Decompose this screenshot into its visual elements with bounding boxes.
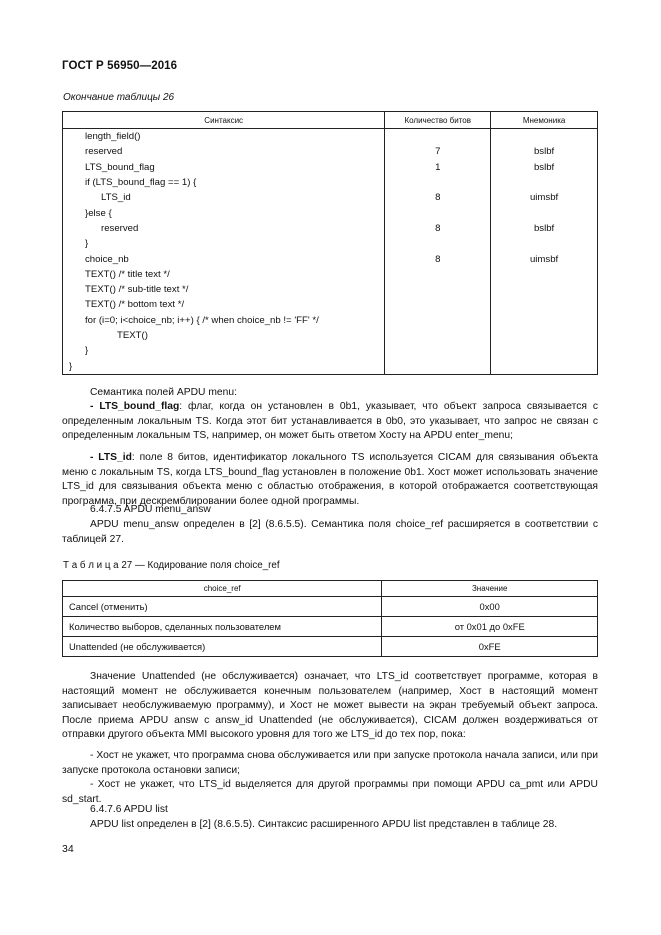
desc-lts-id: : поле 8 битов, идентификатор локального TS используется CICAM для связывания объекта меню с локальным TS, когда LTS_bound_flag установлен в положение 0b1. Хост может использовать значение LTS_id для связывания объекта меню с областью отображения, в которой отображается соответствующая программа, при дескремблировании более одной программы.	[62, 452, 598, 507]
cell-bits	[385, 343, 491, 358]
cell-syntax: for (i=0; i<choice_nb; i++) { /* when choice_nb != 'FF' */	[63, 313, 385, 328]
cell-mnemonic	[491, 343, 598, 358]
cell-choice-ref: Cancel (отменить)	[63, 597, 382, 617]
col-header-choice-ref: choice_ref	[63, 581, 382, 597]
desc-lts-bound-flag: : флаг, когда он установлен в 0b1, указывает, что объект запроса связывается с определенным локальным TS. Когда этот бит устанавливается в 0b0, это указывает, что запрос не связан с определенным локальным TS, например, он может быть ответом Хосту на APDU enter_menu;	[62, 401, 598, 442]
cell-bits	[385, 313, 491, 328]
cell-choice-ref: Количество выборов, сделанных пользователем	[63, 617, 382, 637]
table-row	[63, 144, 598, 159]
cell-bits	[385, 358, 491, 374]
cell-choice-ref: Unattended (не обслуживается)	[63, 637, 382, 657]
cell-bits	[385, 297, 491, 312]
table-row	[63, 160, 598, 175]
cell-mnemonic	[491, 129, 598, 145]
cell-syntax: LTS_id	[63, 190, 385, 205]
cell-value: от 0x01 до 0xFE	[382, 617, 598, 637]
cell-syntax: if (LTS_bound_flag == 1) {	[63, 175, 385, 190]
cell-bits	[385, 236, 491, 251]
table-row	[63, 297, 598, 312]
cell-syntax: LTS_bound_flag	[63, 160, 385, 175]
cell-syntax: length_field()	[63, 129, 385, 145]
cell-syntax: TEXT()	[63, 328, 385, 343]
document-header: ГОСТ Р 56950—2016	[62, 60, 178, 72]
cell-syntax: }	[63, 236, 385, 251]
cell-bits	[385, 175, 491, 190]
cell-bits	[385, 129, 491, 145]
table-row	[63, 236, 598, 251]
table-row	[63, 343, 598, 358]
cell-mnemonic	[491, 267, 598, 282]
bullet-host-reassigns: - Хост не укажет, что LTS_id выделяется для другой программы при помощи APDU ca_pmt или APDU sd_start.	[62, 779, 598, 805]
cell-syntax: TEXT() /* sub-title text */	[63, 282, 385, 297]
col-header-value: Значение	[382, 581, 598, 597]
table-row	[63, 358, 598, 374]
table-row	[63, 637, 598, 657]
cell-mnemonic: bslbf	[491, 221, 598, 236]
cell-bits: 8	[385, 251, 491, 266]
paragraph-unattended: Значение Unattended (не обслуживается) означает, что LTS_id соответствует программе, которая в настоящий момент не обслуживается конечным пользователем (например, Хост в настоящий момент записывает необслуживаемую программу), и Хост не может вывести на экран требуемый объект запроса. После приема APDU answ с answ_id Unattended (не обслуживается), CICAM должен воздерживаться от отправки другого объекта MMI высокого уровня для того же LTS_id до тех пор, пока:	[62, 671, 598, 741]
cell-syntax: }else {	[63, 205, 385, 220]
cell-bits: 8	[385, 221, 491, 236]
cell-bits	[385, 282, 491, 297]
paragraph-6-4-7-5: APDU menu_answ определен в [2] (8.6.5.5). Семантика поля choice_ref расширяется в соответствии с таблицей 27.	[62, 519, 598, 545]
semantics-item-lts-bound-flag	[62, 400, 598, 444]
table-26	[62, 111, 598, 375]
cell-mnemonic	[491, 282, 598, 297]
cell-mnemonic	[491, 236, 598, 251]
cell-mnemonic	[491, 358, 598, 374]
table26-caption: Окончание таблицы 26	[63, 92, 175, 103]
cell-syntax: reserved	[63, 144, 385, 159]
semantics-intro: Семантика полей APDU menu:	[90, 387, 237, 398]
term-lts-id: - LTS_id	[90, 452, 132, 463]
table-27	[62, 580, 598, 657]
cell-mnemonic	[491, 313, 598, 328]
semantics-item-lts-id	[62, 451, 598, 509]
table-row	[63, 129, 598, 145]
term-lts-bound-flag: - LTS_bound_flag	[90, 401, 180, 412]
cell-syntax: TEXT() /* bottom text */	[63, 297, 385, 312]
bullet-host-resumes: - Хост не укажет, что программа снова обслуживается или при запуске протокола начала записи, или при запуске протокола остановки записи;	[62, 750, 598, 776]
col-header-syntax: Синтаксис	[63, 112, 385, 129]
cell-mnemonic: uimsbf	[491, 190, 598, 205]
cell-mnemonic: bslbf	[491, 160, 598, 175]
page-number: 34	[62, 843, 74, 855]
table-row	[63, 617, 598, 637]
section-6-4-7-6: 6.4.7.6 APDU list	[90, 804, 168, 815]
cell-bits: 8	[385, 190, 491, 205]
table-row	[63, 267, 598, 282]
cell-mnemonic: bslbf	[491, 144, 598, 159]
cell-syntax: }	[63, 343, 385, 358]
cell-syntax: choice_nb	[63, 251, 385, 266]
cell-mnemonic: uimsbf	[491, 251, 598, 266]
table-row	[63, 205, 598, 220]
paragraph-6-4-7-6: APDU list определен в [2] (8.6.5.5). Синтаксис расширенного APDU list представлен в таблице 28.	[90, 819, 558, 830]
cell-mnemonic	[491, 328, 598, 343]
table-row	[63, 282, 598, 297]
cell-syntax: }	[63, 358, 385, 374]
table-row	[63, 328, 598, 343]
cell-mnemonic	[491, 205, 598, 220]
cell-bits	[385, 328, 491, 343]
table-row	[63, 313, 598, 328]
cell-bits	[385, 267, 491, 282]
cell-bits	[385, 205, 491, 220]
table-row	[63, 251, 598, 266]
cell-syntax: TEXT() /* title text */	[63, 267, 385, 282]
table-row	[63, 221, 598, 236]
section-6-4-7-5: 6.4.7.5 APDU menu_answ	[90, 504, 211, 515]
col-header-bits: Количество битов	[385, 112, 491, 129]
cell-mnemonic	[491, 297, 598, 312]
table-row	[63, 175, 598, 190]
table27-caption: Т а б л и ц а 27 — Кодирование поля choice_ref	[63, 560, 280, 571]
table-row	[63, 190, 598, 205]
table-row	[63, 597, 598, 617]
cell-bits: 1	[385, 160, 491, 175]
cell-bits: 7	[385, 144, 491, 159]
cell-syntax: reserved	[63, 221, 385, 236]
col-header-mnemonic: Мнемоника	[491, 112, 598, 129]
cell-mnemonic	[491, 175, 598, 190]
cell-value: 0xFE	[382, 637, 598, 657]
cell-value: 0x00	[382, 597, 598, 617]
